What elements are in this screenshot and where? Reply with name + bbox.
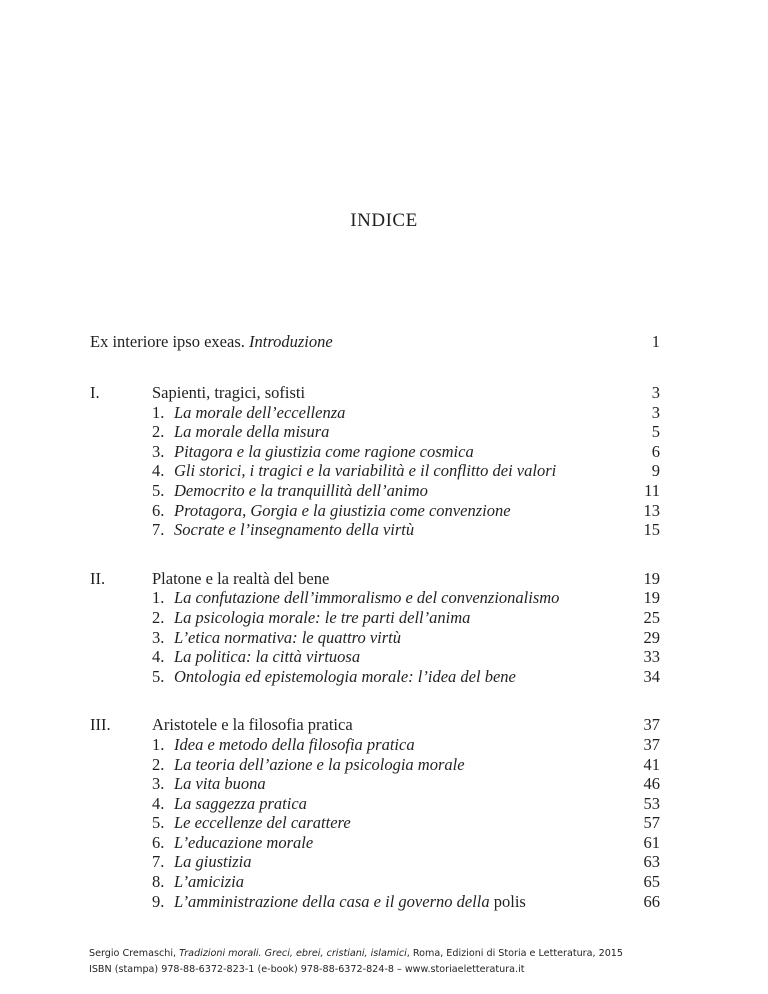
toc-section-entry bbox=[90, 892, 660, 912]
section-number: 7. bbox=[152, 852, 165, 872]
section-title: La teoria dell’azione e la psicologia morale bbox=[174, 754, 465, 774]
section-title: La morale dell’eccellenza bbox=[174, 402, 346, 422]
toc-section-entry bbox=[90, 794, 660, 814]
section-number: 5. bbox=[152, 666, 165, 686]
section-number: 3. bbox=[152, 441, 165, 461]
section-page-number: 53 bbox=[643, 793, 660, 813]
toc-chapter-entry bbox=[90, 715, 660, 735]
intro-page-number: 1 bbox=[651, 332, 660, 351]
section-title: Ontologia ed epistemologia morale: l’idea del bene bbox=[174, 666, 516, 686]
toc-section-entry bbox=[90, 481, 660, 501]
section-title-suffix: polis bbox=[489, 891, 526, 911]
chapter-page-number: 19 bbox=[643, 568, 660, 588]
footer-isbn: ISBN (stampa) 978-88-6372-823-1 (e-book) 978-88-6372-824-8 – www.storiaeletteratura.it bbox=[89, 964, 525, 975]
toc-section-entry bbox=[90, 520, 660, 540]
toc-chapter-entry bbox=[90, 569, 660, 589]
section-title: Le eccellenze del carattere bbox=[174, 813, 351, 833]
chapter-title: Sapienti, tragici, sofisti bbox=[152, 383, 306, 402]
section-title: La giustizia bbox=[174, 852, 252, 872]
section-title: L’etica normativa: le quattro virtù bbox=[174, 627, 401, 647]
footer-book-title: Tradizioni morali. Greci, ebrei, cristiani, islamici bbox=[179, 948, 407, 959]
section-title: La confutazione dell’immoralismo e del convenzionalismo bbox=[174, 588, 560, 608]
section-page-number: 5 bbox=[651, 422, 660, 442]
toc-section-entry bbox=[90, 872, 660, 892]
section-number: 1. bbox=[152, 402, 165, 422]
section-title: La psicologia morale: le tre parti dell’anima bbox=[174, 607, 471, 627]
section-page-number: 6 bbox=[651, 441, 660, 461]
chapter-title: Platone e la realtà del bene bbox=[152, 568, 330, 588]
section-title: La morale della misura bbox=[174, 422, 330, 442]
section-page-number: 65 bbox=[643, 872, 660, 892]
section-page-number: 13 bbox=[643, 500, 660, 520]
section-page-number: 33 bbox=[643, 647, 660, 667]
section-title: Pitagora e la giustizia come ragione cosmica bbox=[174, 441, 474, 461]
section-page-number: 11 bbox=[644, 480, 660, 500]
toc-section-entry bbox=[90, 813, 660, 833]
section-number: 4. bbox=[152, 461, 165, 481]
section-number: 4. bbox=[152, 647, 165, 667]
section-title: L’educazione morale bbox=[174, 832, 314, 852]
section-page-number: 3 bbox=[651, 402, 660, 422]
toc-section-entry bbox=[90, 628, 660, 648]
footer-publisher: , Roma, Edizioni di Storia e Letteratura, 2015 bbox=[406, 948, 624, 959]
toc-section-entry bbox=[90, 852, 660, 872]
section-number: 3. bbox=[152, 774, 165, 794]
toc-section-entry bbox=[90, 647, 660, 667]
table-of-contents bbox=[90, 330, 660, 911]
section-title: L’amicizia bbox=[174, 872, 244, 892]
section-number: 1. bbox=[152, 588, 165, 608]
toc-section-entry bbox=[90, 667, 660, 687]
chapter-number: II. bbox=[90, 568, 106, 588]
section-page-number: 29 bbox=[643, 627, 660, 647]
footer-citation bbox=[89, 946, 623, 962]
toc-section-entry bbox=[90, 422, 660, 442]
section-title: La saggezza pratica bbox=[174, 793, 307, 813]
toc-section-entry bbox=[90, 442, 660, 462]
section-number: 8. bbox=[152, 872, 165, 892]
section-title: Protagora, Gorgia e la giustizia come convenzione bbox=[174, 500, 511, 520]
section-number: 5. bbox=[152, 813, 165, 833]
section-number: 7. bbox=[152, 520, 165, 540]
section-number: 2. bbox=[152, 607, 165, 627]
page-title: INDICE bbox=[350, 210, 418, 231]
toc-section-entry bbox=[90, 403, 660, 423]
section-page-number: 34 bbox=[643, 666, 660, 686]
section-page-number: 25 bbox=[643, 607, 660, 627]
section-title: La vita buona bbox=[174, 774, 266, 794]
chapter-page-number: 3 bbox=[651, 383, 660, 402]
section-page-number: 61 bbox=[643, 832, 660, 852]
toc-section-entry bbox=[90, 608, 660, 628]
section-title: Democrito e la tranquillità dell’animo bbox=[174, 480, 428, 500]
toc-section-entry bbox=[90, 774, 660, 794]
toc-section-entry bbox=[90, 588, 660, 608]
section-page-number: 15 bbox=[643, 520, 660, 540]
section-number: 9. bbox=[152, 891, 165, 911]
toc-section-entry bbox=[90, 501, 660, 521]
section-page-number: 19 bbox=[643, 588, 660, 608]
section-title: Idea e metodo della filosofia pratica bbox=[174, 734, 415, 754]
section-page-number: 37 bbox=[643, 734, 660, 754]
section-page-number: 63 bbox=[643, 852, 660, 872]
section-number: 2. bbox=[152, 422, 165, 442]
section-title: Gli storici, i tragici e la variabilità e il conflitto dei valori bbox=[174, 461, 557, 481]
chapter-number: I. bbox=[90, 383, 100, 402]
section-number: 1. bbox=[152, 734, 165, 754]
section-number: 4. bbox=[152, 793, 165, 813]
section-page-number: 57 bbox=[643, 813, 660, 833]
section-number: 5. bbox=[152, 480, 165, 500]
section-page-number: 9 bbox=[651, 461, 660, 481]
intro-label: Ex interiore ipso exeas. bbox=[90, 332, 249, 351]
toc-chapter-entry bbox=[90, 383, 660, 403]
section-page-number: 41 bbox=[643, 754, 660, 774]
chapter-title: Aristotele e la filosofia pratica bbox=[152, 715, 353, 735]
chapter-page-number: 37 bbox=[643, 715, 660, 735]
section-number: 2. bbox=[152, 754, 165, 774]
section-title: La politica: la città virtuosa bbox=[174, 647, 361, 667]
toc-section-entry bbox=[90, 735, 660, 755]
section-number: 6. bbox=[152, 832, 165, 852]
section-page-number: 66 bbox=[643, 891, 660, 911]
chapter-number: III. bbox=[90, 715, 111, 735]
page-footer bbox=[89, 946, 623, 978]
footer-author: Sergio Cremaschi, bbox=[89, 948, 180, 959]
section-number: 3. bbox=[152, 627, 165, 647]
intro-label-italic: Introduzione bbox=[249, 332, 333, 351]
toc-section-entry bbox=[90, 833, 660, 853]
toc-intro-entry bbox=[90, 330, 660, 354]
section-title: Socrate e l’insegnamento della virtù bbox=[174, 520, 415, 540]
section-number: 6. bbox=[152, 500, 165, 520]
section-page-number: 46 bbox=[643, 774, 660, 794]
toc-section-entry bbox=[90, 755, 660, 775]
section-title: L’amministrazione della casa e il governo della polis bbox=[174, 891, 526, 911]
toc-section-entry bbox=[90, 461, 660, 481]
